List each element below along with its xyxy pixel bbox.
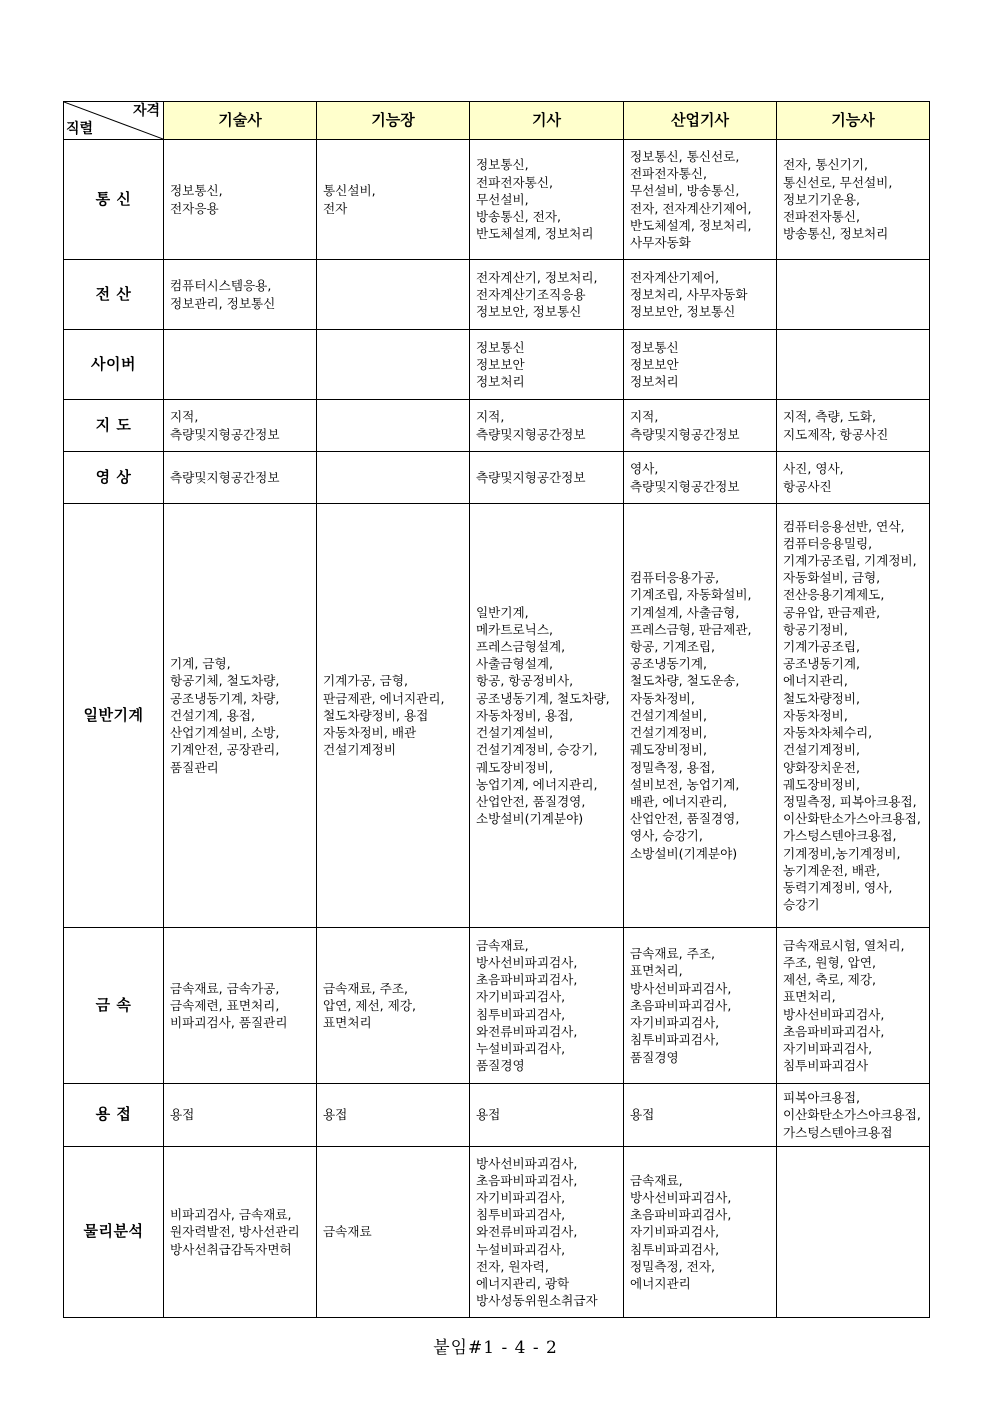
cell-line: 전자, 전자계산기제어, <box>630 200 752 216</box>
cell-line: 항공, 항공정비사, <box>476 673 574 689</box>
cell-line: 전파전자통신, <box>476 174 553 190</box>
table-cell <box>164 1084 317 1147</box>
cell-line: 용접 <box>170 1107 195 1123</box>
table-cell <box>164 260 317 330</box>
table-cell <box>470 452 624 504</box>
qualification-table <box>63 101 930 1318</box>
cell-line: 피복아크용접, <box>783 1090 860 1106</box>
column-header-3: 기사 <box>470 102 624 140</box>
table-cell <box>317 504 470 928</box>
table-cell <box>164 330 317 400</box>
table-cell <box>777 140 930 260</box>
cell-line: 무선설비, <box>476 191 529 207</box>
cell-line: 침투비파괴검사 <box>783 1058 869 1074</box>
column-header-1: 기술사 <box>164 102 317 140</box>
cell-line: 자기비파괴검사, <box>630 1224 720 1240</box>
table-cell <box>624 260 777 330</box>
row-header: 용 접 <box>64 1084 164 1147</box>
cell-line: 원자력발전, 방사선관리 <box>170 1224 300 1240</box>
cell-line: 건설기계정비, <box>783 742 860 758</box>
cell-line: 전자, 통신기기, <box>783 157 869 173</box>
cell-line: 초음파비파괴검사, <box>630 1207 732 1223</box>
cell-line: 지적, <box>630 409 659 425</box>
cell-line: 침투비파괴검사, <box>476 1006 566 1022</box>
cell-line: 전자계산기조직응용 <box>476 286 586 302</box>
table-row <box>64 140 930 260</box>
table-row <box>64 330 930 400</box>
table-cell <box>470 400 624 452</box>
cell-line: 침투비파괴검사, <box>476 1207 566 1223</box>
cell-line: 사출금형설계, <box>476 656 553 672</box>
cell-line: 컴퓨터응용가공, <box>630 570 720 586</box>
cell-line: 방사선비파괴검사, <box>476 1155 578 1171</box>
cell-line: 가스텅스텐아크용접, <box>783 828 897 844</box>
cell-line: 기계가공조립, <box>783 639 860 655</box>
cell-line: 정밀측정, 전자, <box>630 1258 716 1274</box>
table-cell <box>624 928 777 1084</box>
cell-line: 용접 <box>476 1107 501 1123</box>
table-cell <box>777 1147 930 1318</box>
table-cell <box>777 330 930 400</box>
table-cell <box>624 330 777 400</box>
corner-label-qualification: 자격 <box>132 103 160 119</box>
cell-line: 기계정비,농기계정비, <box>783 845 901 861</box>
cell-line: 전파전자통신, <box>630 166 707 182</box>
table-cell <box>164 1147 317 1318</box>
cell-line: 기계안전, 공장관리, <box>170 742 280 758</box>
cell-line: 농업기계, 에너지관리, <box>476 776 598 792</box>
cell-line: 정밀측정, 용접, <box>630 759 716 775</box>
cell-line: 와전류비파괴검사, <box>476 1023 578 1039</box>
cell-line: 자동차정비, 배관 <box>323 725 417 741</box>
table-cell <box>164 140 317 260</box>
table-cell <box>317 1147 470 1318</box>
cell-line: 승강기 <box>783 897 820 913</box>
cell-line: 전파전자통신, <box>783 209 860 225</box>
cell-line: 측량및지형공간정보 <box>630 478 740 494</box>
cell-line: 기계가공조립, 기계정비, <box>783 553 917 569</box>
cell-line: 주조, 원형, 압연, <box>783 954 877 970</box>
cell-line: 방송통신, 전자, <box>476 209 562 225</box>
cell-line: 방사선비파괴검사, <box>630 980 732 996</box>
cell-line: 영사, <box>630 461 659 477</box>
row-header: 사이버 <box>64 330 164 400</box>
table-body <box>64 140 930 1318</box>
table-cell <box>777 260 930 330</box>
cell-line: 금속재료, 주조, <box>630 946 716 962</box>
cell-line: 지적, <box>170 409 199 425</box>
cell-line: 정보보안, 정보통신 <box>476 304 582 320</box>
cell-line: 이산화탄소가스아크용접, <box>783 811 921 827</box>
cell-line: 정보통신, <box>476 157 529 173</box>
table-cell <box>317 928 470 1084</box>
cell-line: 제선, 축로, 제강, <box>783 972 877 988</box>
cell-line: 공조냉동기계, 차량, <box>170 690 280 706</box>
cell-line: 자기비파괴검사, <box>476 989 566 1005</box>
cell-line: 궤도장비정비, <box>476 759 553 775</box>
cell-line: 자기비파괴검사, <box>783 1040 873 1056</box>
cell-line: 표면처리 <box>323 1015 372 1031</box>
cell-line: 방사선취급감독자면허 <box>170 1241 292 1257</box>
cell-line: 방사성동위원소취급자 <box>476 1293 598 1309</box>
cell-line: 정보보안 <box>630 356 679 372</box>
cell-line: 용접 <box>323 1107 348 1123</box>
cell-line: 자동차정비, <box>783 707 848 723</box>
cell-line: 일반기계, <box>476 604 529 620</box>
cell-line: 금속제련, 표면처리, <box>170 997 280 1013</box>
cell-line: 정보처리 <box>630 374 679 390</box>
table-cell <box>624 400 777 452</box>
cell-line: 전산응용기계제도, <box>783 587 885 603</box>
cell-line: 자동차정비, 용접, <box>476 707 574 723</box>
cell-line: 정보관리, 정보통신 <box>170 295 276 311</box>
cell-line: 기계가공, 금형, <box>323 673 409 689</box>
cell-line: 측량및지형공간정보 <box>170 426 280 442</box>
cell-line: 지적, <box>476 409 505 425</box>
cell-line: 항공, 기계조립, <box>630 639 716 655</box>
cell-line: 컴퓨터응용선반, 연삭, <box>783 518 905 534</box>
cell-line: 사진, 영사, <box>783 461 844 477</box>
cell-line: 방사선비파괴검사, <box>783 1006 885 1022</box>
cell-line: 측량및지형공간정보 <box>476 469 586 485</box>
cell-line: 기계조립, 자동화설비, <box>630 587 752 603</box>
cell-line: 정보처리, 사무자동화 <box>630 286 748 302</box>
cell-line: 궤도장비정비, <box>783 776 860 792</box>
cell-line: 금속재료, 주조, <box>323 980 409 996</box>
cell-line: 침투비파괴검사, <box>630 1241 720 1257</box>
cell-line: 품질관리 <box>170 759 219 775</box>
cell-line: 초음파비파괴검사, <box>476 1172 578 1188</box>
table-cell <box>624 452 777 504</box>
cell-line: 와전류비파괴검사, <box>476 1224 578 1240</box>
cell-line: 정보처리 <box>476 374 525 390</box>
cell-line: 초음파비파괴검사, <box>783 1023 885 1039</box>
cell-line: 금속재료, <box>630 1172 683 1188</box>
cell-line: 초음파비파괴검사, <box>476 972 578 988</box>
cell-line: 자동차정비, <box>630 690 695 706</box>
cell-line: 건설기계정비, 승강기, <box>476 742 598 758</box>
cell-line: 정보보안, 정보통신 <box>630 304 736 320</box>
cell-line: 표면처리, <box>630 963 683 979</box>
column-header-4: 산업기사 <box>624 102 777 140</box>
row-header: 지 도 <box>64 400 164 452</box>
column-header-2: 기능장 <box>317 102 470 140</box>
cell-line: 압연, 제선, 제강, <box>323 997 417 1013</box>
cell-line: 소방설비(기계분야) <box>630 845 738 861</box>
cell-line: 가스텅스텐아크용접 <box>783 1124 893 1140</box>
cell-line: 판금제관, 에너지관리, <box>323 690 445 706</box>
table-cell <box>470 330 624 400</box>
cell-line: 건설기계설비, <box>476 725 553 741</box>
cell-line: 방사선비파괴검사, <box>476 954 578 970</box>
cell-line: 항공기정비, <box>783 621 848 637</box>
cell-line: 측량및지형공간정보 <box>630 426 740 442</box>
cell-line: 통신설비, <box>323 183 376 199</box>
cell-line: 사무자동화 <box>630 234 691 250</box>
table-cell <box>777 1084 930 1147</box>
cell-line: 전자계산기, 정보처리, <box>476 269 598 285</box>
table-cell <box>470 928 624 1084</box>
cell-line: 항공기체, 철도차량, <box>170 673 280 689</box>
table-cell <box>317 452 470 504</box>
table-cell <box>317 140 470 260</box>
table-cell <box>164 928 317 1084</box>
cell-line: 자기비파괴검사, <box>630 1015 720 1031</box>
cell-line: 산업안전, 품질경영, <box>476 793 586 809</box>
cell-line: 소방설비(기계분야) <box>476 811 584 827</box>
cell-line: 비파괴검사, 품질관리 <box>170 1015 288 1031</box>
table-row <box>64 400 930 452</box>
cell-line: 정보통신, <box>170 183 223 199</box>
cell-line: 철도차량, 철도운송, <box>630 673 740 689</box>
table-cell <box>317 330 470 400</box>
cell-line: 메카트로닉스, <box>476 621 553 637</box>
row-header: 통 신 <box>64 140 164 260</box>
table-cell <box>624 504 777 928</box>
table-row <box>64 928 930 1084</box>
table-row <box>64 260 930 330</box>
cell-line: 건설기계정비, <box>630 725 707 741</box>
cell-line: 기계, 금형, <box>170 656 231 672</box>
cell-line: 기계설계, 사출금형, <box>630 604 740 620</box>
cell-line: 정밀측정, 피복아크용접, <box>783 793 917 809</box>
cell-line: 비파괴검사, 금속재료, <box>170 1207 292 1223</box>
cell-line: 자기비파괴검사, <box>476 1189 566 1205</box>
cell-line: 공조냉동기계, 철도차량, <box>476 690 610 706</box>
cell-line: 방송통신, 정보처리 <box>783 226 889 242</box>
column-header-5: 기능사 <box>777 102 930 140</box>
cell-line: 건설기계설비, <box>630 707 707 723</box>
cell-line: 컴퓨터응용밀링, <box>783 535 873 551</box>
cell-line: 무선설비, 방송통신, <box>630 183 740 199</box>
table-cell <box>317 260 470 330</box>
cell-line: 에너지관리, <box>783 673 848 689</box>
cell-line: 프레스금형, 판금제관, <box>630 621 752 637</box>
cell-line: 금속재료시험, 열처리, <box>783 937 905 953</box>
page-footer: 붙임#1 - 4 - 2 <box>433 1338 558 1358</box>
cell-line: 정보통신 <box>630 339 679 355</box>
cell-line: 궤도장비정비, <box>630 742 707 758</box>
cell-line: 정보보안 <box>476 356 525 372</box>
cell-line: 산업기계설비, 소방, <box>170 725 280 741</box>
cell-line: 정보통신, 통신선로, <box>630 148 740 164</box>
cell-line: 에너지관리 <box>630 1276 691 1291</box>
row-header: 영 상 <box>64 452 164 504</box>
table-cell <box>470 260 624 330</box>
table-cell <box>777 400 930 452</box>
header-row <box>64 102 930 140</box>
table-cell <box>624 1084 777 1147</box>
cell-line: 누설비파괴검사, <box>476 1040 566 1056</box>
cell-line: 품질경영 <box>630 1049 679 1065</box>
table-cell <box>317 1084 470 1147</box>
cell-line: 금속재료, <box>476 937 529 953</box>
cell-line: 지적, 측량, 도화, <box>783 409 877 425</box>
cell-line: 누설비파괴검사, <box>476 1241 566 1257</box>
cell-line: 항공사진 <box>783 478 832 494</box>
table-cell <box>470 1147 624 1318</box>
cell-line: 금속재료 <box>323 1224 372 1240</box>
cell-line: 초음파비파괴검사, <box>630 997 732 1013</box>
table-row <box>64 1147 930 1318</box>
table-cell <box>470 140 624 260</box>
row-header: 물리분석 <box>64 1147 164 1318</box>
cell-line: 양화장치운전, <box>783 759 860 775</box>
cell-line: 이산화탄소가스아크용접, <box>783 1107 921 1123</box>
cell-line: 동력기계정비, 영사, <box>783 879 893 895</box>
cell-line: 에너지관리, 광학 <box>476 1276 570 1291</box>
cell-line: 설비보전, 농업기계, <box>630 776 740 792</box>
table-cell <box>164 400 317 452</box>
table-cell <box>777 504 930 928</box>
table-row <box>64 504 930 928</box>
cell-line: 철도차량정비, 용접 <box>323 707 429 723</box>
cell-line: 표면처리, <box>783 989 836 1005</box>
table-cell <box>317 400 470 452</box>
cell-line: 통신선로, 무선설비, <box>783 174 893 190</box>
cell-line: 농기계운전, 배관, <box>783 862 881 878</box>
cell-line: 반도체설계, 정보처리 <box>476 226 594 242</box>
cell-line: 측량및지형공간정보 <box>476 426 586 442</box>
cell-line: 자동차차체수리, <box>783 725 873 741</box>
table-row <box>64 452 930 504</box>
cell-line: 영사, 승강기, <box>630 828 703 844</box>
cell-line: 산업안전, 품질경영, <box>630 811 740 827</box>
cell-line: 금속재료, 금속가공, <box>170 980 280 996</box>
cell-line: 측량및지형공간정보 <box>170 469 280 485</box>
cell-line: 컴퓨터시스템응용, <box>170 278 272 294</box>
row-header: 일반기계 <box>64 504 164 928</box>
table-cell <box>624 1147 777 1318</box>
cell-line: 용접 <box>630 1107 655 1123</box>
cell-line: 공조냉동기계, <box>783 656 860 672</box>
table-row <box>64 1084 930 1147</box>
row-header: 전 산 <box>64 260 164 330</box>
cell-line: 품질경영 <box>476 1058 525 1074</box>
cell-line: 전자계산기제어, <box>630 269 720 285</box>
cell-line: 건설기계정비 <box>323 742 396 758</box>
cell-line: 철도차량정비, <box>783 690 860 706</box>
table-cell <box>777 452 930 504</box>
table-cell <box>164 452 317 504</box>
table-cell <box>777 928 930 1084</box>
cell-line: 반도체설계, 정보처리, <box>630 217 752 233</box>
cell-line: 공유압, 판금제관, <box>783 604 881 620</box>
cell-line: 공조냉동기계, <box>630 656 707 672</box>
corner-cell <box>64 102 164 140</box>
table-cell <box>624 140 777 260</box>
cell-line: 지도제작, 항공사진 <box>783 426 889 442</box>
cell-line: 자동화설비, 금형, <box>783 570 881 586</box>
cell-line: 정보기기운용, <box>783 191 860 207</box>
table-cell <box>470 1084 624 1147</box>
cell-line: 정보통신 <box>476 339 525 355</box>
cell-line: 침투비파괴검사, <box>630 1032 720 1048</box>
cell-line: 프레스금형설계, <box>476 639 566 655</box>
table-cell <box>470 504 624 928</box>
row-header: 금 속 <box>64 928 164 1084</box>
cell-line: 전자, 원자력, <box>476 1258 549 1274</box>
table-cell <box>164 504 317 928</box>
cell-line: 전자응용 <box>170 200 219 216</box>
corner-label-series: 직렬 <box>66 120 94 137</box>
cell-line: 건설기계, 용접, <box>170 707 256 723</box>
cell-line: 방사선비파괴검사, <box>630 1189 732 1205</box>
cell-line: 배관, 에너지관리, <box>630 793 728 809</box>
cell-line: 전자 <box>323 200 348 216</box>
